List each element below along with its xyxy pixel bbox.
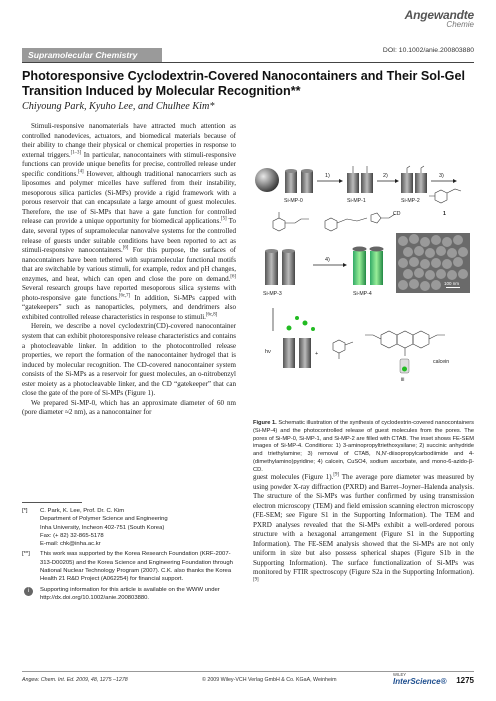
label-calcein: calcein (433, 359, 450, 365)
right-column (253, 473, 474, 588)
label-si-mp-3: Si-MP-3 (263, 291, 282, 297)
label-iii: iii (401, 377, 405, 383)
label-compound-1: 1 (443, 211, 446, 217)
figure-1-caption: Figure 1. Schematic illustration of the synthesis of cyclodextrin-covered nanocontainers (Si-MP-4) and the photocontrolled release of guest molecules from the pores. The pores of Si-MP-0, Si-MP-1, and Si-MP-2 are filled with CTAB. The inset shows FE-SEM images of Si-MP-4. Conditions: 1) 3-aminopropyltriethoxysilane; 2) succinic anhydride and triethylamine; 3) removal of CTAB, N,N'-diisopropylcarbodiimide and 4-(dimethylamino)pyridine; 4) calcein, CuSO4, sodium ascorbate, and mono-6-azido-β-CD. (253, 420, 475, 473)
figure-1 (253, 163, 474, 413)
footnotes (22, 507, 236, 604)
calcein-structure (365, 331, 445, 356)
released-cylinders (283, 316, 315, 368)
header-rule (22, 62, 474, 63)
compound-1-structure (429, 189, 461, 203)
paragraph-1: Stimuli-responsive nanomaterials have attracted much attention as controlled nanodevices, actuators, and biomedical materials because of their ability to change their physical or chemical properties in response to external triggers.[1–3] In particular, nanocontainers with stimuli-responsive functions can provide unique benefits for precise, controlled release under specific conditions.[4] However, although traditional nanocarriers such as liposomes and polymer micelles have suffered from their instability, mesoporous silica particles (Si-MPs) provide a rigid framework with a porous reservoir that can encapsulate a large amount of guest molecules. Therefore, the use of Si-MPs that have a gate function for controlled release can provide a unique opportunity for biomedical applications.[5] To date, several types of supramolecular nanovalve systems for the controlled release of guests under suitable conditions have been reported to act as stimuli-responsive nanocontainers.[6] For this purpose, the surfaces of nanocontainers have been tethered with supramolecular functional motifs that are switchable by various stimuli, for example, redox and pH changes, enzymes, and heat, which can open and close the pore on demand.[6] Several research groups have reported mesoporous silica systems with photo-responsive gate functions.[6c,7] In addition, Si-MPs capped with “gatekeepers” such as nanoparticles, polymers, and dendrimers also exhibited controlled release characteristics in response to stimuli.[6c,8] (22, 122, 237, 321)
footnote-rule (22, 502, 82, 503)
publisher-logo: WILEY InterScience® (393, 672, 447, 686)
left-column (22, 122, 236, 418)
label-si-mp-2: Si-MP-2 (401, 198, 420, 204)
journal-logo-subtitle: Chemie (446, 20, 474, 29)
cylinder-si-mp-1 (347, 166, 373, 193)
label-si-mp-1: Si-MP-1 (347, 198, 366, 204)
label-si-mp-4: Si-MP-4 (353, 291, 372, 297)
paragraph-2: Herein, we describe a novel cyclodextrin(CD)-covered nanocontainer system that can exhibit photoresponsive release characteristics and contains a photocleavable linker. In addition to the photocontrolled release properties, we report the formation of the nanocontainer hydrogel that is induced by molecular recognition. The CD-covered nanocontainer system consists of the Si-MPs as a reservoir for guest molecules, an o-nitrobenzyl ester moiety as a photocleavable linker, and the CD “gatekeeper” that can close the gate of the pore of Si-MPs (Figure 1). (22, 322, 236, 398)
doi: DOI: 10.1002/anie.200803880 (382, 47, 474, 54)
label-step-2: 2) (383, 173, 388, 179)
cylinder-si-mp-4 (353, 247, 384, 286)
paragraph-3: We prepared Si-MP-0, which has an approximate diameter of 60 nm (pore diameter ≈2 nm), as a nanocontainer for (22, 398, 236, 417)
paragraph-right: guest molecules (Figure 1).[9] The average pore diameter was measured by using powder X-ray diffraction (PXRD) and Barret–Joyner–Halenda analysis. The structure of the Si-MPs was further confirmed by using transmission electron microscopy (TEM) and field emission scanning electron microscopy (FE-SEM; see Figure S1 in the Supporting Information). The TEM and PXRD analyses revealed that the Si-MPs exhibit a well-ordered porous structure with a hexagonal arrangement (Figure S1 in the Supporting Information). The FE-SEM analysis showed that the Si-MPs are not only uniform in size but also possess spherical shapes (Figure S1b in the Supporting Information). The surface functionalization of Si-MPs was monitored by FTIR spectroscopy (Figure S2a in the Supporting Information).[9] (253, 472, 474, 583)
article-title: Photoresponsive Cyclodextrin-Covered Nanocontainers and Their Sol-Gel Transition Induced by Molecular Recognition** (22, 69, 465, 98)
section-label: Supramolecular Chemistry (22, 48, 162, 62)
cylinder-si-mp-0 (285, 169, 313, 193)
cylinder-si-mp-2 (401, 166, 427, 193)
journal-logo-title: Angewandte (404, 8, 474, 22)
linker-structure (273, 212, 395, 231)
supporting-info-icon: i (24, 587, 33, 596)
footnote-funding: [**] This work was supported by the Korea Research Foundation (KRF-2007-313-D00205) and the Korea Science and Engineering Foundation through National Nuclear Technology Program (2007). C.K. also thanks the Korea Health 21 R&D Project (A062254) for financial support. (22, 551, 233, 583)
footnote-supporting-info: i Supporting information for this article is available on the WWW under http://dx.doi.org/10.1002/anie.200803880. (22, 586, 236, 603)
vial-iii (400, 359, 409, 373)
label-step-1: 1) (325, 173, 330, 179)
journal-logo (405, 8, 474, 29)
article-authors: Chiyoung Park, Kyuho Lee, and Chulhee Kim* (22, 101, 215, 112)
label-cd-top: CD (393, 211, 401, 217)
sphere-si-mp-0 (255, 168, 279, 192)
svg-text:+: + (315, 351, 319, 357)
cd-byproduct-structure (333, 340, 353, 359)
label-hv: hν (265, 349, 271, 355)
footnote-affiliation: [*] C. Park, K. Lee, Prof. Dr. C. Kim Department of Polymer Science and Engineering Inha University, Incheon 402-751 (South Korea) Fax: (+ 82) 32-865-5178 E-mail: chk@inha.ac.kr (22, 508, 168, 548)
label-step-4: 4) (325, 257, 330, 263)
cylinder-si-mp-3 (265, 249, 295, 285)
footer-citation: Angew. Chem. Int. Ed. 2009, 48, 1275 –1278 (22, 677, 128, 683)
label-si-mp-0: Si-MP-0 (284, 198, 303, 204)
page-number: 1275 (456, 676, 474, 685)
sem-scale-label: 100 nm (444, 281, 460, 286)
label-step-3: 3) (439, 173, 444, 179)
footer-copyright: © 2009 Wiley-VCH Verlag GmbH & Co. KGaA, Weinheim (202, 677, 337, 683)
